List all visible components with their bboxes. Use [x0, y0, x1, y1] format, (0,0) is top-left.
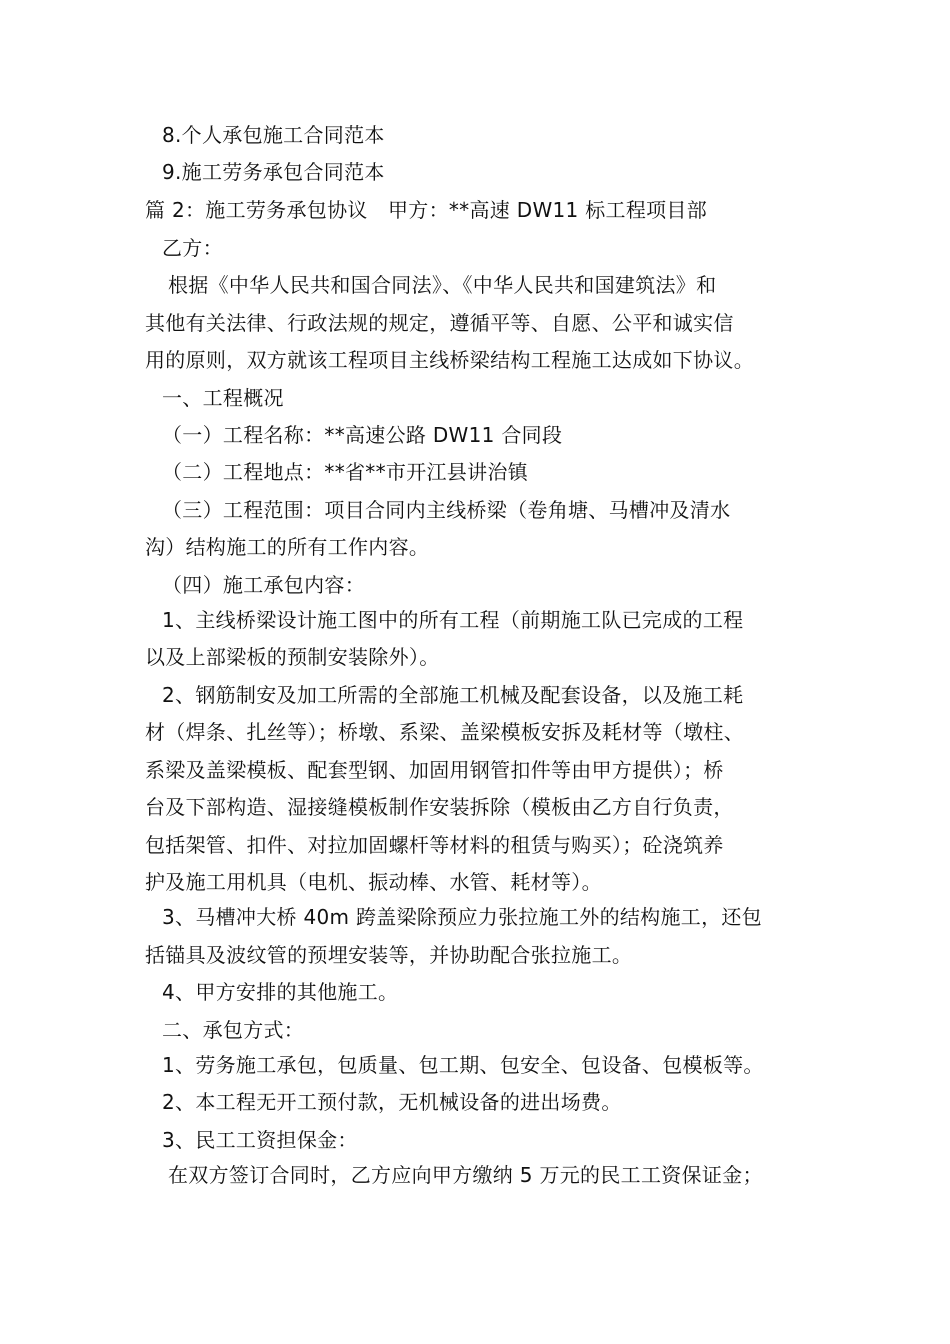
text-line: 3、民工工资担保金： [162, 1128, 358, 1152]
text-line: 以及上部梁板的预制安装除外）。 [145, 645, 440, 669]
section-heading: 篇 2：施工劳务承包协议 甲方：**高速 DW11 标工程项目部 [145, 198, 708, 222]
section-heading: 二、承包方式： [162, 1018, 305, 1042]
text-line: 包括架管、扣件、对拉加固螺杆等材料的租赁与购买）；砼浇筑养 [145, 833, 724, 857]
text-line: （三）工程范围：项目合同内主线桥梁（卷角塘、马槽冲及清水 [162, 498, 731, 522]
text-line: （四）施工承包内容： [162, 573, 365, 597]
text-line: 根据《中华人民共和国合同法》、《中华人民共和国建筑法》和 [168, 273, 717, 297]
text-line: 8.个人承包施工合同范本 [162, 123, 385, 147]
text-line: 4、甲方安排的其他施工。 [162, 980, 399, 1004]
text-line: 系梁及盖梁模板、配套型钢、加固用钢管扣件等由甲方提供）；桥 [145, 758, 724, 782]
text-line: 其他有关法律、行政法规的规定，遵循平等、自愿、公平和诚实信 [145, 311, 734, 335]
text-line: 括锚具及波纹管的预埋安装等，并协助配合张拉施工。 [145, 943, 633, 967]
text-line: 沟）结构施工的所有工作内容。 [145, 535, 430, 559]
text-line: 2、钢筋制安及加工所需的全部施工机械及配套设备，以及施工耗 [162, 683, 744, 707]
text-line: 用的原则，双方就该工程项目主线桥梁结构工程施工达成如下协议。 [145, 348, 754, 372]
text-line: 2、本工程无开工预付款，无机械设备的进出场费。 [162, 1090, 622, 1114]
section-heading: 一、工程概况 [162, 386, 284, 410]
text-line: 1、主线桥梁设计施工图中的所有工程（前期施工队已完成的工程 [162, 608, 744, 632]
text-line: 9.施工劳务承包合同范本 [162, 160, 385, 184]
text-line: 护及施工用机具（电机、振动棒、水管、耗材等）。 [145, 870, 602, 894]
text-line: 材（焊条、扎丝等）；桥墩、系梁、盖梁模板安拆及耗材等（墩柱、 [145, 720, 744, 744]
text-line: 在双方签订合同时，乙方应向甲方缴纳 5 万元的民工工资保证金； [168, 1163, 763, 1187]
text-line: （一）工程名称：**高速公路 DW11 合同段 [162, 423, 563, 447]
text-line: 1、劳务施工承包，包质量、包工期、包安全、包设备、包模板等。 [162, 1053, 764, 1077]
text-line: （二）工程地点：**省**市开江县讲治镇 [162, 460, 528, 484]
text-line: 台及下部构造、湿接缝模板制作安装拆除（模板由乙方自行负责， [145, 795, 734, 819]
text-line: 乙方： [162, 236, 223, 260]
text-line: 3、马槽冲大桥 40m 跨盖梁除预应力张拉施工外的结构施工，还包 [162, 905, 762, 929]
